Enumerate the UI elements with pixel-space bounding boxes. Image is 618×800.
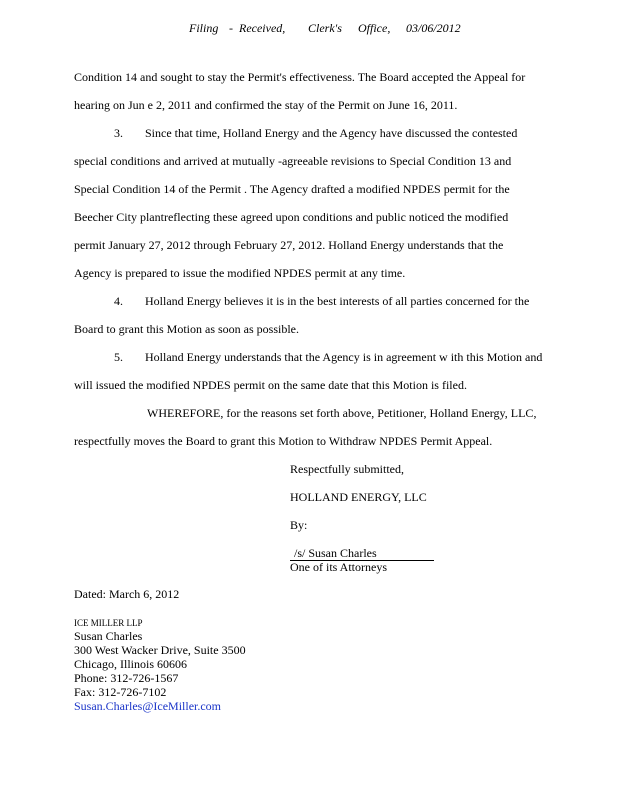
text-line: will issued the modified NPDES permit on the same date that this Motion is filed. [74,378,467,392]
signature-role: One of its Attorneys [290,560,387,574]
phone-number: Phone: 312-726-1567 [74,671,179,685]
paragraph-5 [74,343,554,399]
paragraph-text: Holland Energy believes it is in the best interests of all parties concerned for the [145,294,530,308]
paragraph-number: 3. [114,126,123,140]
paragraph-3 [74,119,554,287]
firm-name: ICE MILLER LLP [74,618,143,628]
text-line: special conditions and arrived at mutually -agreeable revisions to Special Condition 13 and [74,154,512,168]
address-line-2: Chicago, Illinois 60606 [74,657,187,671]
paragraph-number: 4. [114,294,123,308]
header-clerks: Clerk's [308,21,342,35]
continued-paragraph [74,63,554,119]
company-name: HOLLAND ENERGY, LLC [290,490,427,504]
dated-line: Dated: March 6, 2012 [74,587,180,601]
electronic-signature: /s/ Susan Charles [294,546,377,560]
paragraph-4 [74,287,554,343]
text-line: WHEREFORE, for the reasons set forth above, Petitioner, Holland Energy, LLC, [147,406,537,420]
text-line: Board to grant this Motion as soon as possible. [74,322,299,336]
header-received: - Received, [229,21,286,35]
respectfully-submitted: Respectfully submitted, [290,462,404,476]
paragraph-text: Holland Energy understands that the Agency is in agreement w ith this Motion and [145,350,543,364]
signature-line [290,546,434,561]
email-link[interactable]: Susan.Charles@IceMiller.com [74,699,222,713]
address-line-1: 300 West Wacker Drive, Suite 3500 [74,643,246,657]
text-line: Agency is prepared to issue the modified NPDES permit at any time. [74,266,406,280]
text-line [74,119,554,147]
text-line: Beecher City plantreflecting these agreed upon conditions and public noticed the modified [74,210,509,224]
text-line: respectfully moves the Board to grant this Motion to Withdraw NPDES Permit Appeal. [74,434,493,448]
text-line: Special Condition 14 of the Permit . The Agency drafted a modified NPDES permit for the [74,182,510,196]
paragraph-text: Since that time, Holland Energy and the Agency have discussed the contested [145,126,518,140]
fax-number: Fax: 312-726-7102 [74,685,167,699]
by-label: By: [290,518,308,532]
text-line: permit January 27, 2012 through February 27, 2012. Holland Energy understands that the [74,238,504,252]
text-line: Condition 14 and sought to stay the Permit's effectiveness. The Board accepted the Appeal for [74,70,526,84]
wherefore-paragraph [74,399,554,455]
firm-block [74,617,246,713]
text-line: hearing on Jun e 2, 2011 and confirmed the stay of the Permit on June 16, 2011. [74,98,458,112]
signature-block [290,455,427,539]
header-date: 03/06/2012 [406,21,461,35]
header-office: Office, [358,21,391,35]
text-line [74,343,554,371]
header-filing: Filing [189,21,219,35]
attorney-name: Susan Charles [74,629,143,643]
text-line [74,287,554,315]
paragraph-number: 5. [114,350,123,364]
